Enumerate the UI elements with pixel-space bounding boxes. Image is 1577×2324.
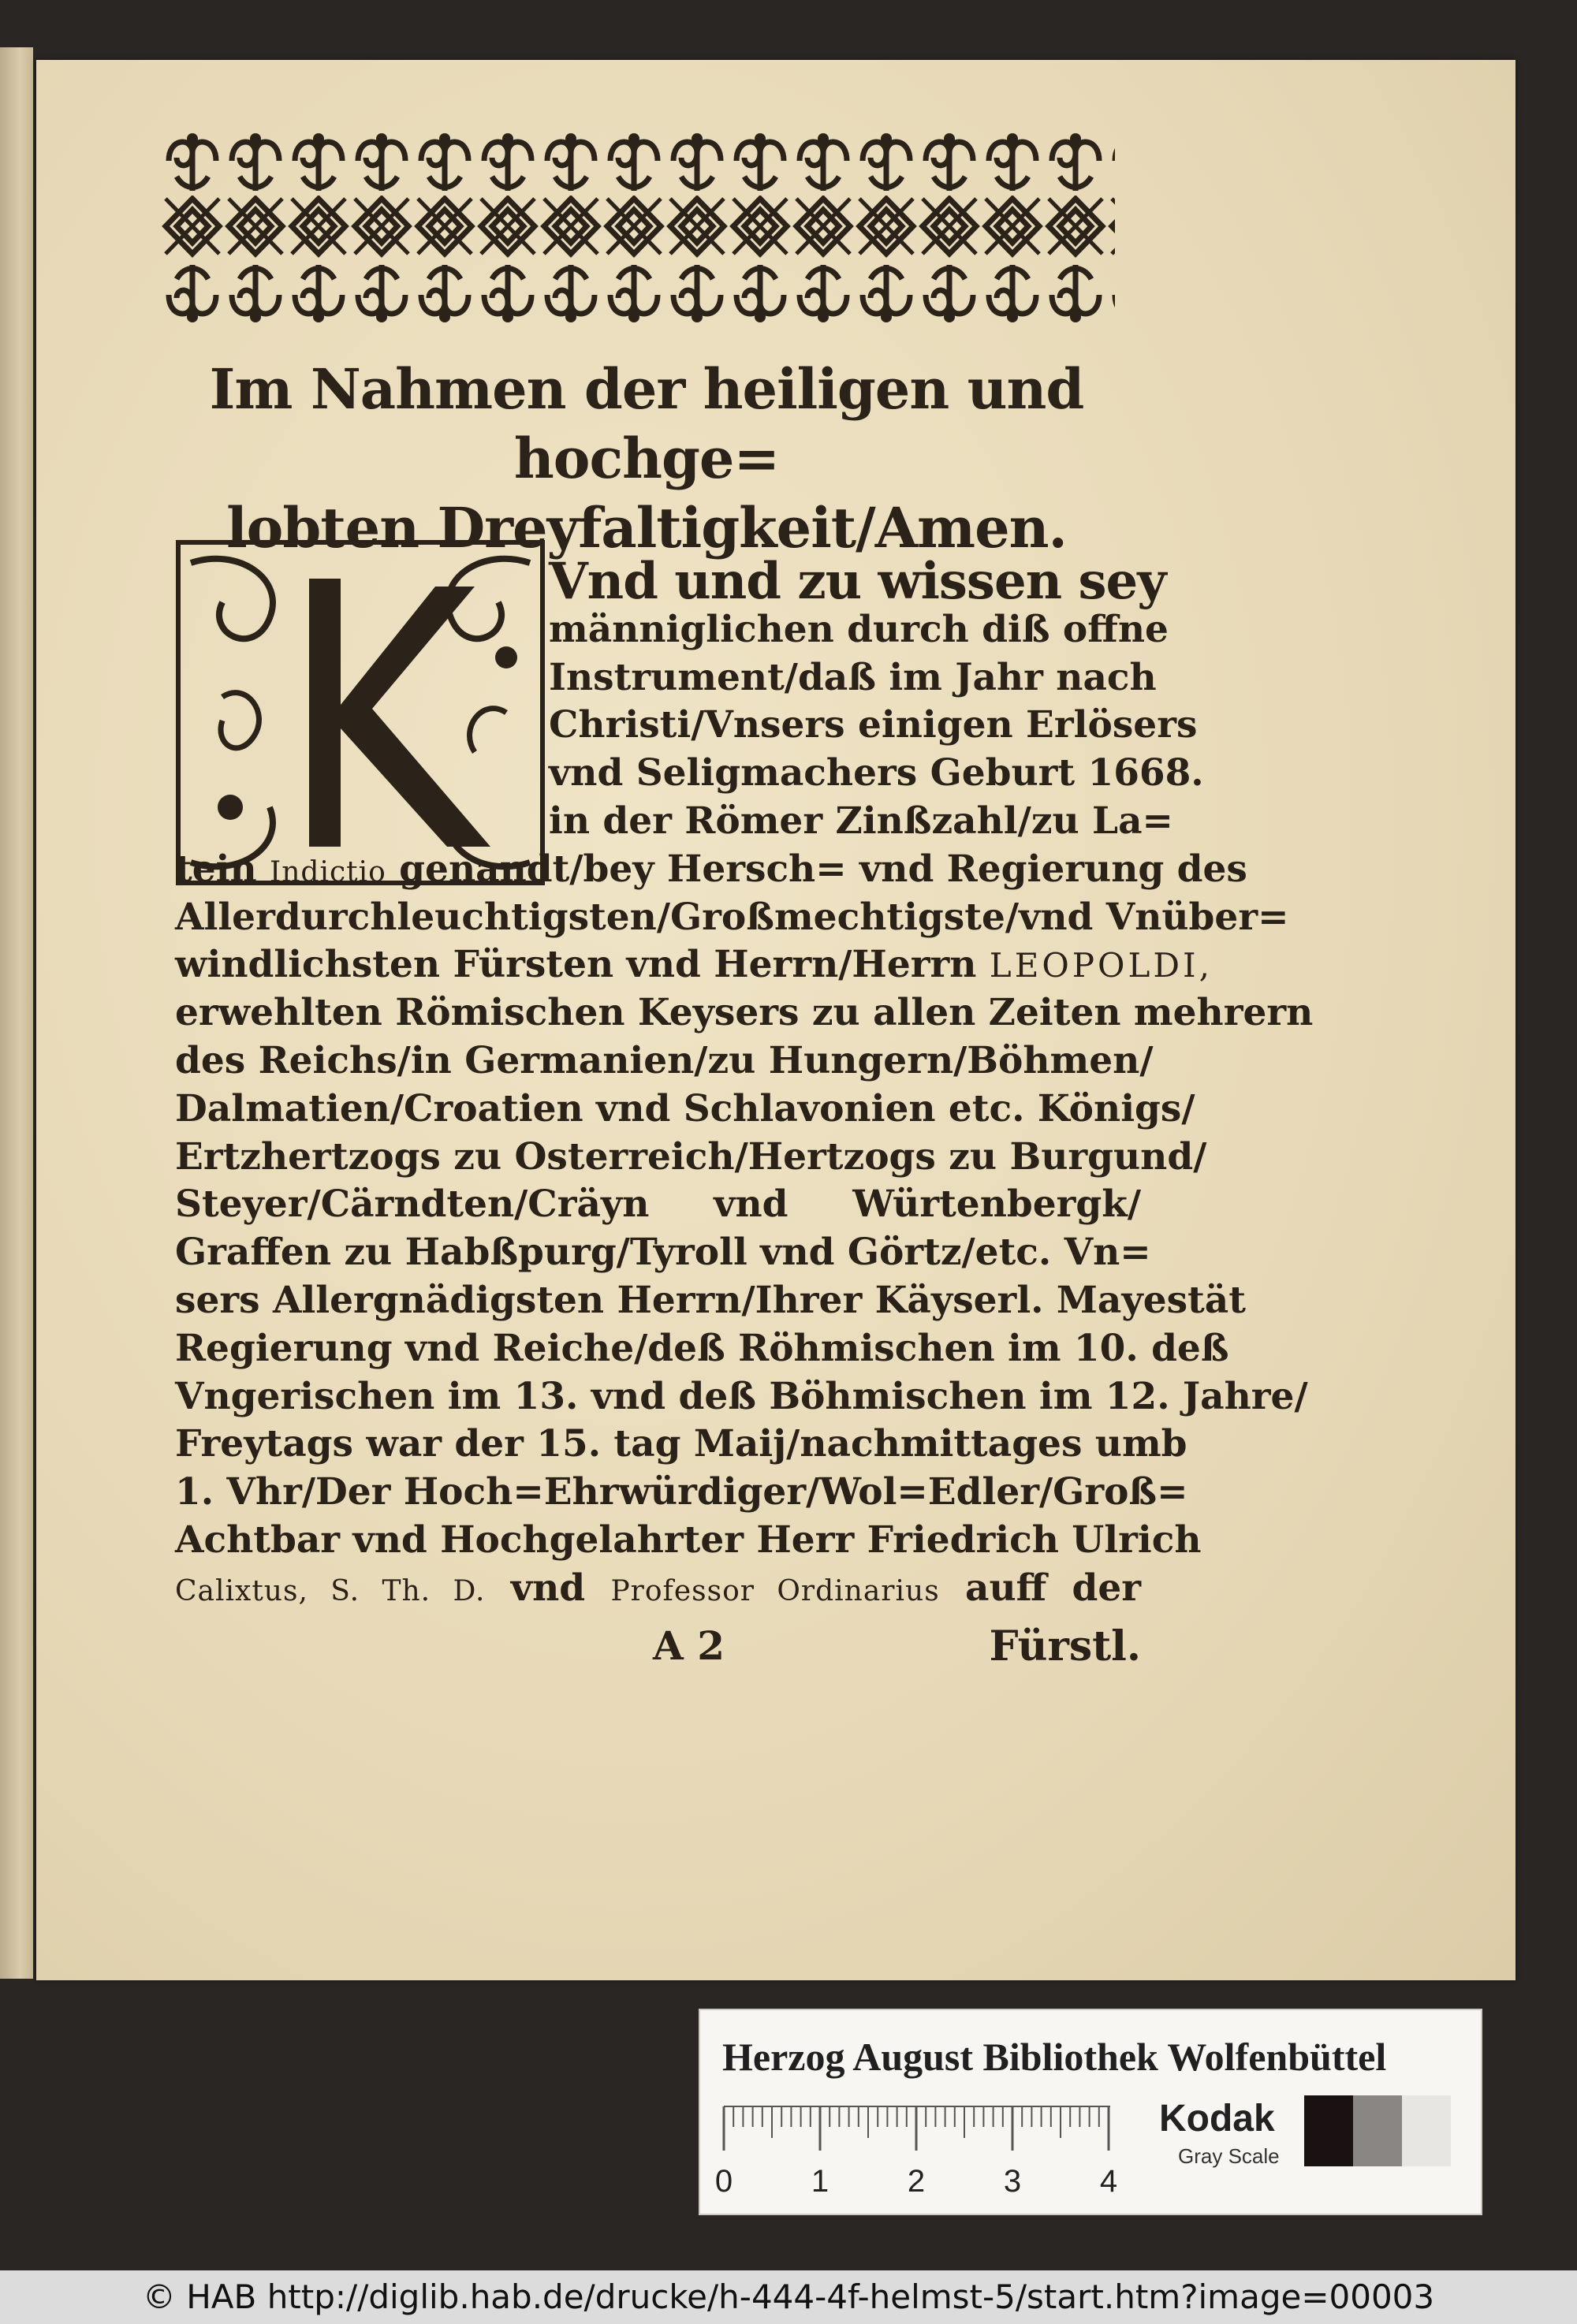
gray-patch: [1402, 2095, 1451, 2166]
body-word: windlichsten Fürsten vnd Herrn/Herrn: [175, 943, 977, 987]
copyright-notice: © HAB http://diglib.hab.de/drucke/h-444-4f-helmst-5/start.htm?image=00003: [0, 2270, 1577, 2324]
ruler-tick-label: 0: [714, 2164, 733, 2199]
body-line: Ertzhertzogs zu Osterreich/Hertzogs zu Burgund/: [175, 1134, 1207, 1179]
gray-scale-label: Gray Scale: [1178, 2144, 1280, 2168]
body-word: tein: [175, 847, 257, 891]
scale-ruler: [714, 2103, 1134, 2199]
body-line: Achtbar vnd Hochgelahrter Herr Friedrich Ulrich: [175, 1518, 1202, 1562]
kodak-logo: Kodak: [1159, 2098, 1275, 2140]
body-line: [175, 1565, 1141, 1613]
document-body: [175, 552, 1314, 1613]
heading-line-2: lobten Dreyfaltigkeit/Amen.: [226, 495, 1067, 561]
catchword: Fürstl.: [989, 1622, 1141, 1670]
gray-scale-patches: [1304, 2095, 1451, 2166]
ruler-tick-label: 2: [907, 2164, 926, 2199]
body-line: Vngerischen im 13. vnd deß Böhmischen im 12. Jahre/: [175, 1374, 1308, 1418]
heading-line-1: Im Nahmen der heiligen und hochge=: [209, 356, 1084, 491]
ruler-tick-label: 3: [1003, 2164, 1022, 2199]
document-heading: [158, 355, 1135, 563]
page-footer: [175, 1616, 1141, 1671]
body-line: Dalmatien/Croatien vnd Schlavonien etc. Königs/: [175, 1086, 1195, 1130]
latin-title: Professor Ordinarius: [610, 1574, 940, 1607]
body-line: sers Allergnädigsten Herrn/Ihrer Käyserl. Mayestät: [175, 1278, 1246, 1322]
body-line: [175, 941, 1213, 989]
body-line: erwehlten Römischen Keysers zu allen Zeiten mehrern: [175, 991, 1314, 1035]
body-line: Instrument/daß im Jahr nach: [549, 655, 1157, 699]
ornament-row-1: [161, 129, 1115, 194]
adjacent-page-edge: [0, 47, 33, 1979]
body-line: des Reichs/in Germanien/zu Hungern/Böhmen/: [175, 1038, 1154, 1082]
ornament-band: [161, 129, 1115, 325]
latin-title: Calixtus, S. Th. D.: [175, 1574, 486, 1607]
signature-mark: A 2: [653, 1622, 725, 1669]
ruler-ticks: [724, 2106, 1109, 2151]
ruler-tick-label: 4: [1099, 2164, 1118, 2199]
body-line: Allerdurchleuchtigsten/Großmechtigste/vnd Vnüber=: [175, 895, 1289, 939]
ruler-tick-label: 1: [811, 2164, 830, 2199]
body-line: Regierung vnd Reiche/deß Röhmischen im 10. deß: [175, 1326, 1229, 1370]
library-color-bar: [699, 2009, 1482, 2215]
gray-patch: [1353, 2095, 1402, 2166]
body-line: in der Römer Zinßzahl/zu La=: [549, 799, 1173, 843]
body-line: Christi/Vnsers einigen Erlösers: [549, 703, 1198, 747]
body-line: vnd Seligmachers Geburt 1668.: [549, 751, 1204, 795]
body-line: [175, 846, 1247, 894]
ruler-tick-labels: [715, 2164, 1117, 2199]
body-word: vnd: [510, 1566, 586, 1610]
emperor-name: LEOPOLDI,: [989, 946, 1213, 985]
body-line: 1. Vhr/Der Hoch=Ehrwürdiger/Wol=Edler/Groß=: [175, 1470, 1188, 1514]
body-line: Steyer/Cärndten/Cräyn vnd Würtenbergk/: [175, 1182, 1141, 1227]
ornament-row-3: [161, 260, 1115, 325]
body-line: Graffen zu Habßpurg/Tyroll vnd Görtz/etc. Vn=: [175, 1231, 1151, 1275]
ornament-row-2: [161, 196, 1115, 259]
latin-term: Indictio: [270, 855, 386, 888]
body-line: Vnd und zu wissen sey: [549, 552, 1166, 611]
library-name: Herzog August Bibliothek Wolfenbüttel: [722, 2035, 1387, 2079]
body-word: auff der: [964, 1566, 1141, 1610]
body-line: Freytags war der 15. tag Maij/nachmittages umb: [175, 1422, 1187, 1466]
body-word: genandt/bey Hersch= vnd Regierung des: [399, 847, 1247, 891]
gray-patch: [1304, 2095, 1353, 2166]
body-line: männiglichen durch diß offne: [549, 607, 1169, 651]
